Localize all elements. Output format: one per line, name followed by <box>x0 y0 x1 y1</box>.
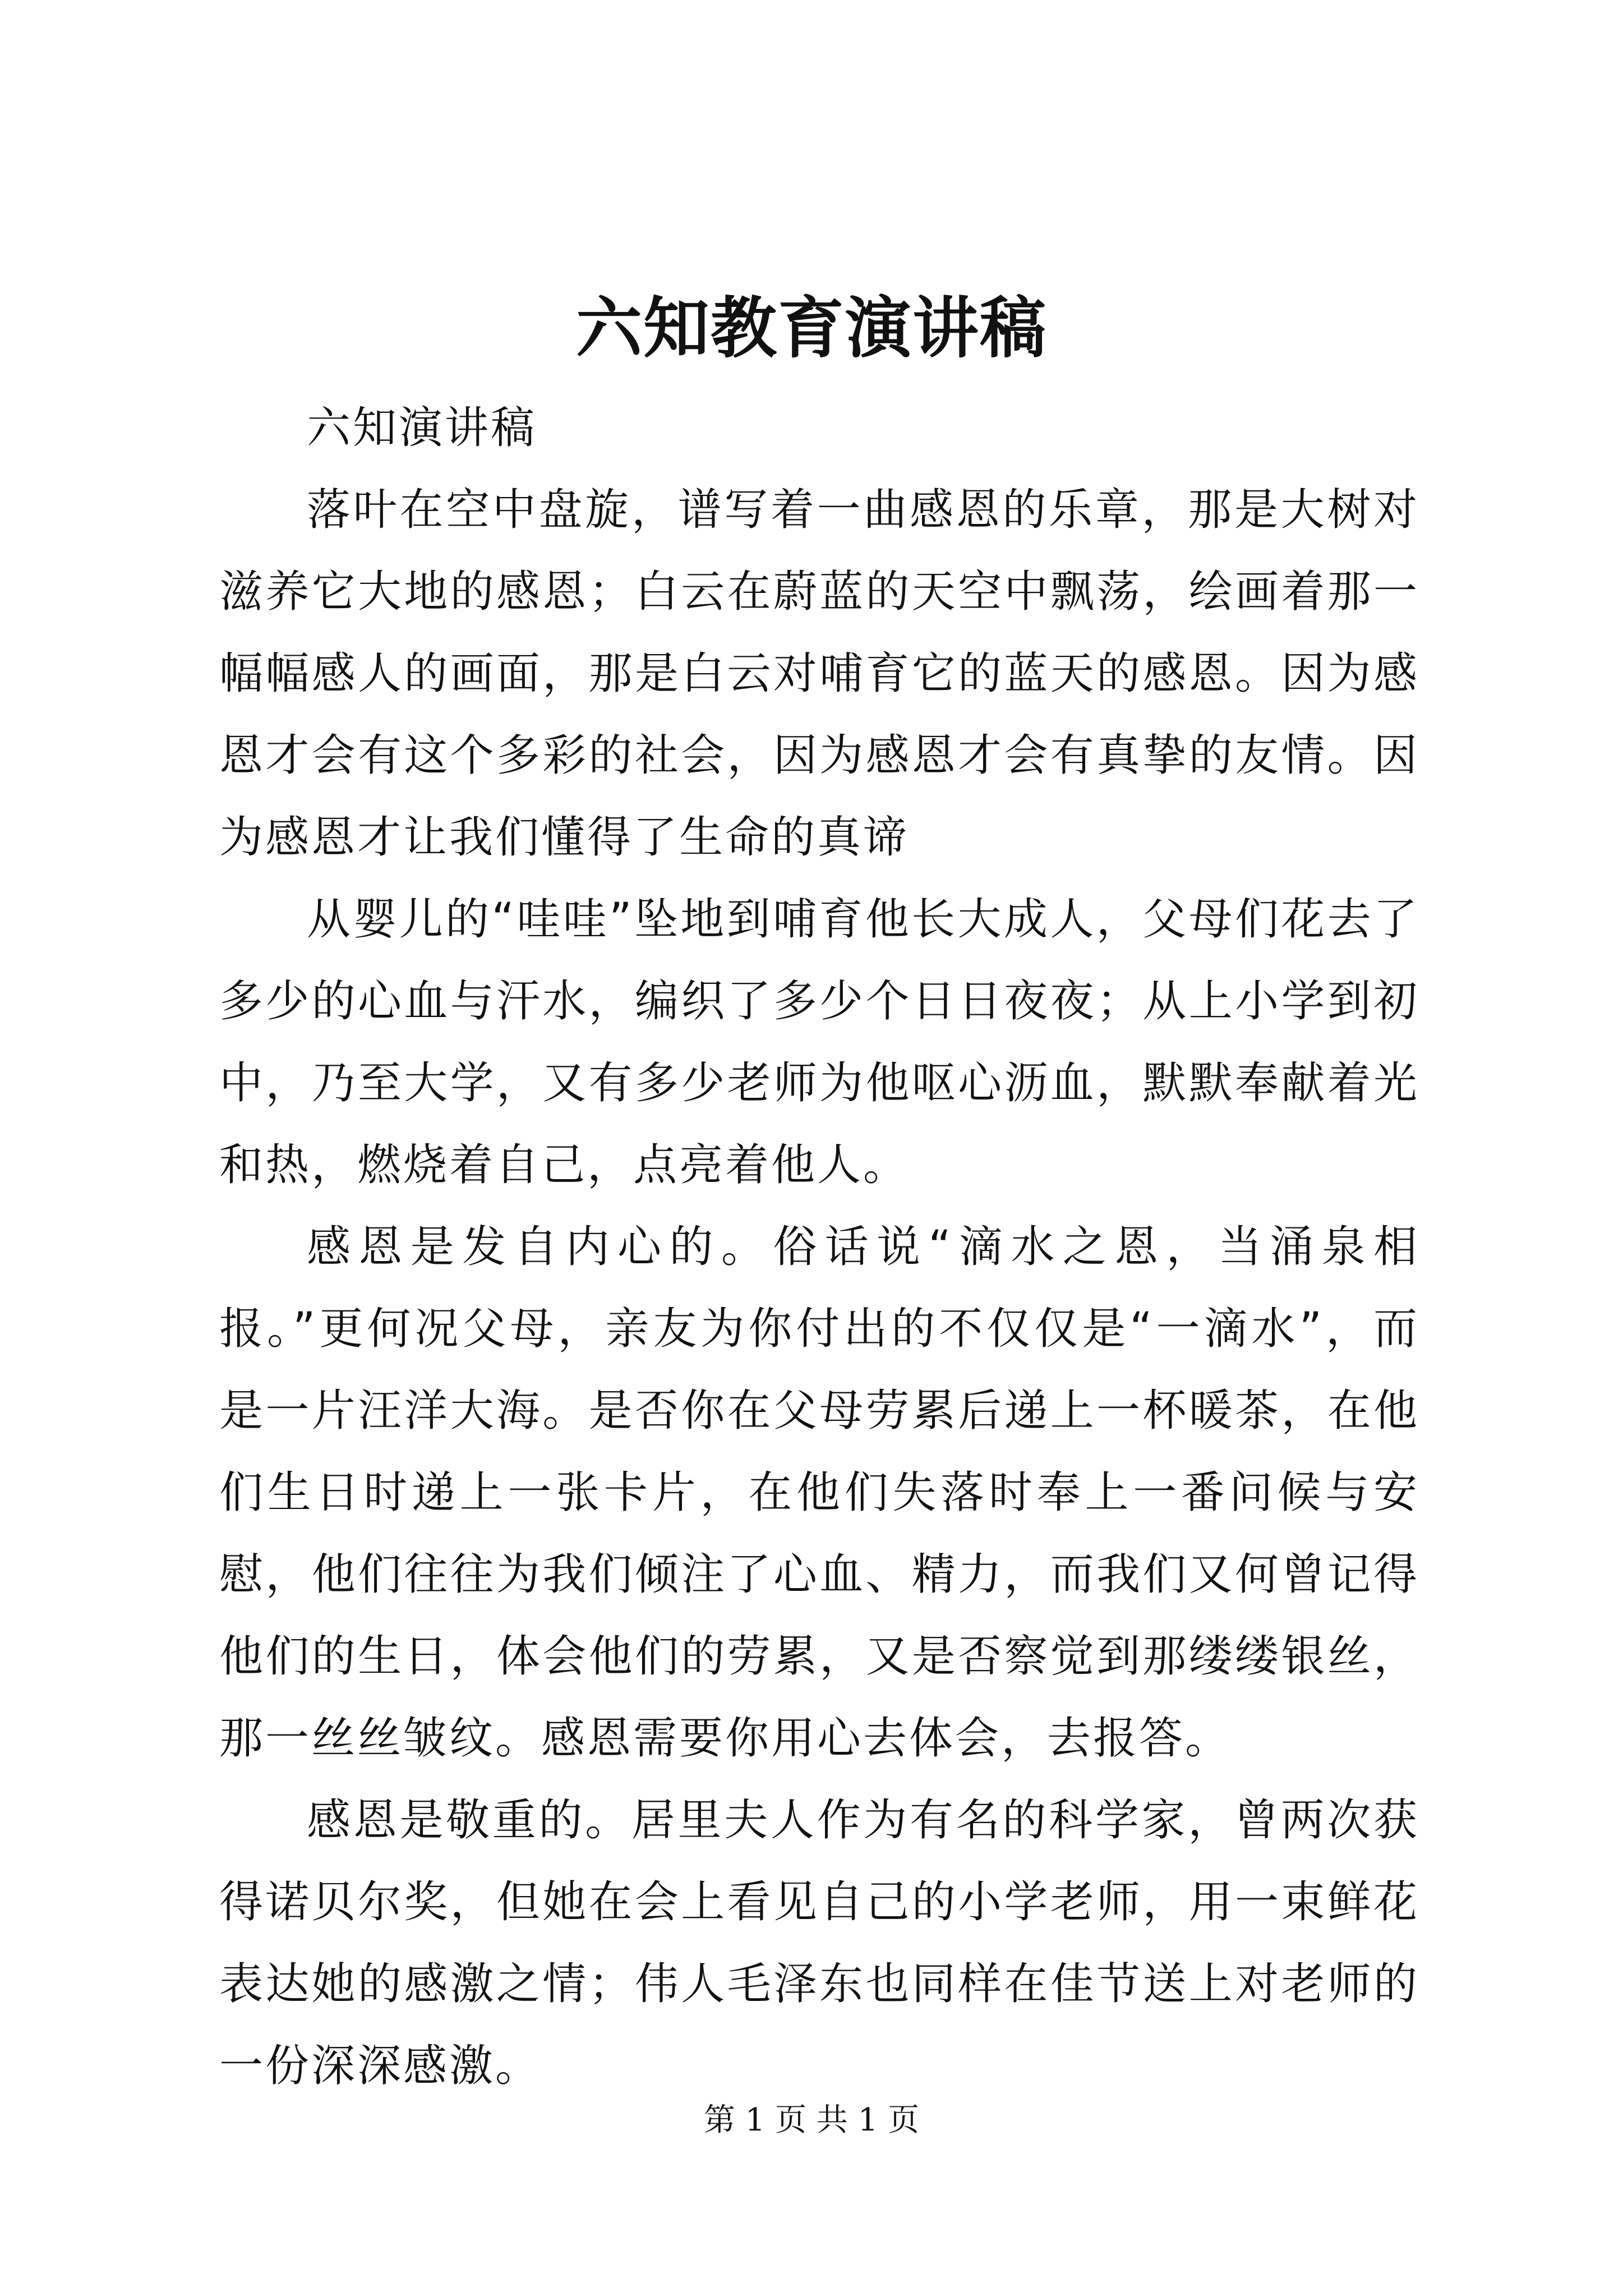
paragraph-1: 落叶在空中盘旋，谱写着一曲感恩的乐章，那是大树对滋养它大地的感恩；白云在蔚蓝的天空中飘荡，绘画着那一幅幅感人的画面，那是白云对哺育它的蓝天的感恩。因为感恩才会有这个多彩的社会，因为感恩才会有真挚的友情。因为感恩才让我们懂得了生命的真谛 <box>219 485 1419 863</box>
paragraph-4: 感恩是敬重的。居里夫人作为有名的科学家，曾两次获得诺贝尔奖，但她在会上看见自己的小学老师，用一束鲜花表达她的感激之情；伟人毛泽东也同样在佳节送上对老师的一份深深感激。 <box>219 1795 1419 2091</box>
document-title: 六知教育演讲稿 <box>575 289 1047 367</box>
document-body <box>219 387 1419 2107</box>
page-footer: 第 1 页 共 1 页 <box>703 2102 920 2138</box>
paragraph-subtitle: 六知演讲稿 <box>307 403 537 453</box>
paragraph-3: 感恩是发自内心的。俗话说“滴水之恩，当涌泉相报。”更何况父母，亲友为你付出的不仅仅是“一滴水”，而是一片汪洋大海。是否你在父母劳累后递上一杯暖茶，在他们生日时递上一张卡片，在他们失落时奉上一番问候与安慰，他们往往为我们倾注了心血、精力，而我们又何曾记得他们的生日，体会他们的劳累，又是否察觉到那缕缕银丝，那一丝丝皱纹。感恩需要你用心去体会，去报答。 <box>219 1222 1419 1764</box>
paragraph-2: 从婴儿的“哇哇”坠地到哺育他长大成人，父母们花去了多少的心血与汗水，编织了多少个日日夜夜；从上小学到初中，乃至大学，又有多少老师为他呕心沥血，默默奉献着光和热，燃烧着自己，点亮着他人。 <box>219 894 1419 1190</box>
